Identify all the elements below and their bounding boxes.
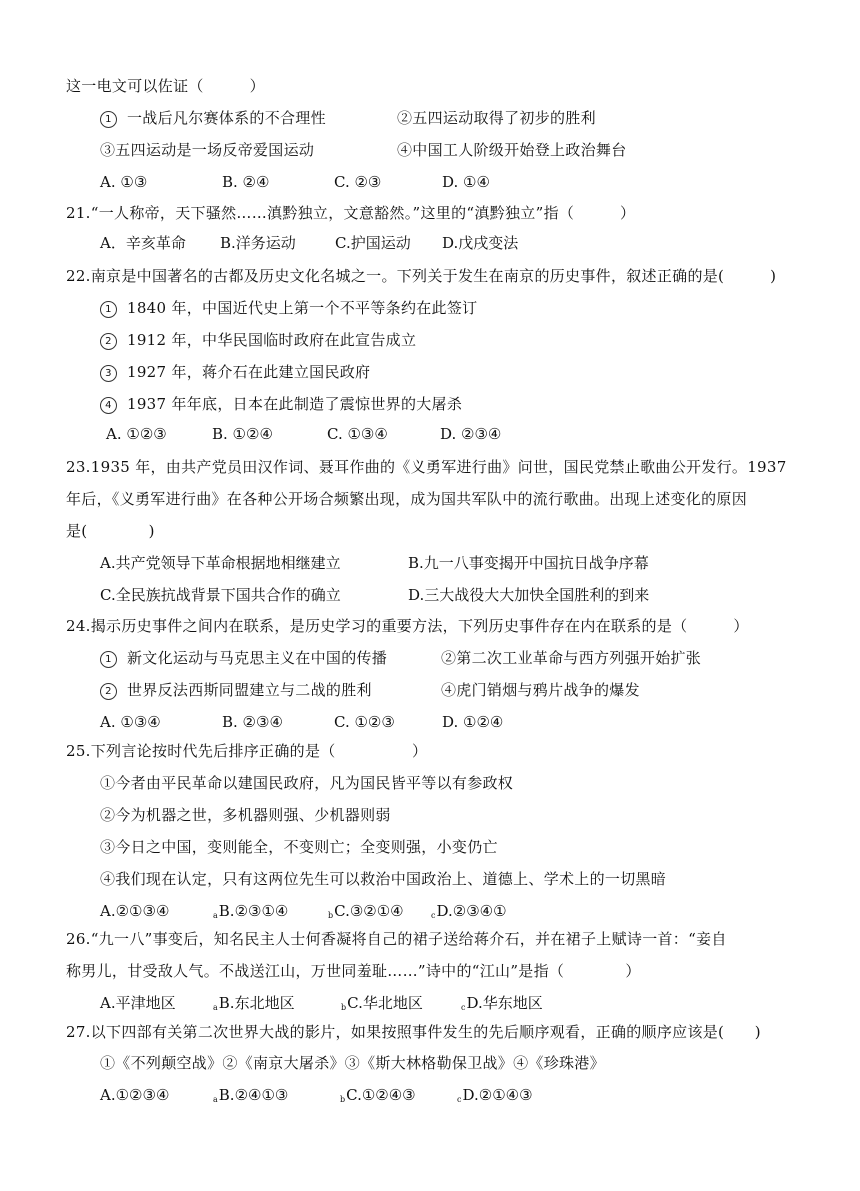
stray-mark: b: [328, 911, 334, 920]
circled-number: 3: [100, 365, 117, 382]
option-text: B.东北地区: [218, 994, 295, 1012]
q25-option-a: A.②①③④: [100, 902, 170, 920]
q22-option-a: A. ①②③: [106, 425, 167, 443]
q21-option-b: B.洋务运动: [220, 234, 296, 252]
q27-items: ①《不列颠空战》②《南京大屠杀》③《斯大林格勒保卫战》④《珍珠港》: [100, 1054, 605, 1072]
circled-number: 1: [100, 651, 117, 668]
q22-option-d: D. ②③④: [440, 425, 502, 443]
q23-option-d: D.三大战役大大加快全国胜利的到来: [408, 586, 650, 604]
stray-mark: a: [213, 911, 218, 920]
q23-option-b: B.九一八事变揭开中国抗日战争序幕: [408, 554, 649, 572]
q23-stem-line-1: 23.1935 年，由共产党员田汉作词、聂耳作曲的《义勇军进行曲》问世，国民党禁止歌曲公开发行。1937: [66, 458, 787, 476]
q23-stem-line-2: 年后，《义勇军进行曲》在各种公开场合频繁出现，成为国共军队中的流行歌曲。出现上述变化的原因: [66, 490, 748, 508]
q27-option-b: [213, 1085, 288, 1110]
q25-option-d: [431, 901, 507, 926]
q22-item-3: [100, 362, 370, 382]
q21-stem: 21.“一人称帝，天下骚然……滇黔独立，文意豁然。”这里的“滇黔独立”指（ ）: [66, 204, 636, 222]
q22-item-1: [100, 298, 477, 318]
q24-statement-4: ④虎门销烟与鸦片战争的爆发: [441, 681, 640, 699]
q24-statement-2: ②第二次工业革命与西方列强开始扩张: [441, 649, 702, 667]
q26-stem-line-1: 26.“九一八”事变后，知名民主人士何香凝将自己的裙子送给蒋介石，并在裙子上赋诗一首：“妾自: [66, 930, 727, 948]
circled-number: 1: [100, 301, 117, 318]
q26-option-a: A.平津地区: [100, 994, 176, 1012]
stray-mark: a: [213, 1003, 218, 1012]
option-text: D.②③④①: [436, 902, 507, 920]
stray-mark: a: [213, 1095, 218, 1104]
q20-tail: 这一电文可以佐证（ ）: [66, 77, 265, 95]
q20-option-a: A. ①③: [100, 173, 148, 191]
q20-statement-1: [100, 108, 326, 128]
circled-number: 2: [100, 683, 117, 700]
q25-stem: 25.下列言论按时代先后排序正确的是（ ）: [66, 742, 428, 760]
q24-option-b: B. ②③④: [222, 713, 283, 731]
statement-text: 新文化运动与马克思主义在中国的传播: [127, 649, 388, 667]
q24-option-c: C. ①②③: [334, 713, 395, 731]
q25-option-b: [213, 901, 288, 926]
option-text: D.华东地区: [466, 994, 543, 1012]
item-text: 1937 年年底，日本在此制造了震惊世界的大屠杀: [127, 395, 463, 413]
q21-option-a: A．辛亥革命: [100, 234, 186, 252]
q22-option-c: C. ①③④: [327, 425, 388, 443]
q27-stem: 27.以下四部有关第二次世界大战的影片，如果按照事件发生的先后顺序观看，正确的顺序应该是( ): [66, 1023, 761, 1041]
option-text: B.②④①③: [218, 1086, 289, 1104]
q20-statement-3: ③五四运动是一场反帝爱国运动: [100, 141, 315, 159]
q27-option-a: A.①②③④: [100, 1086, 170, 1104]
stray-mark: c: [431, 911, 436, 920]
q27-option-c: [340, 1085, 416, 1110]
stray-mark: c: [457, 1095, 462, 1104]
q24-option-d: D. ①②④: [442, 713, 504, 731]
stray-mark: b: [341, 1003, 347, 1012]
circled-number: 1: [100, 111, 117, 128]
q22-item-4: [100, 394, 462, 414]
q25-item-1: ①今者由平民革命以建国民政府，凡为国民皆平等以有参政权: [100, 774, 514, 792]
q27-option-d: [457, 1085, 533, 1110]
item-text: 1912 年，中华民国临时政府在此宣告成立: [127, 331, 417, 349]
q23-option-c: C.全民族抗战背景下国共合作的确立: [100, 586, 341, 604]
q21-option-d: D.戊戌变法: [442, 234, 519, 252]
statement-text: 一战后凡尔赛体系的不合理性: [127, 109, 326, 127]
circled-number: 2: [100, 333, 117, 350]
q26-option-b: [213, 993, 295, 1018]
q25-item-2: ②今为机器之世，多机器则强、少机器则弱: [100, 806, 391, 824]
q20-option-d: D. ①④: [442, 173, 490, 191]
q26-stem-line-2: 称男儿，甘受敌人气。不战送江山，万世同羞耻……”诗中的“江山”是指（ ）: [66, 962, 641, 980]
q22-item-2: [100, 330, 416, 350]
option-text: C.③②①④: [334, 902, 404, 920]
option-text: C.华北地区: [347, 994, 423, 1012]
q25-option-c: [328, 901, 404, 926]
stray-mark: b: [340, 1095, 346, 1104]
q24-stem: 24.揭示历史事件之间内在联系，是历史学习的重要方法，下列历史事件存在内在联系的是（ ）: [66, 617, 749, 635]
q20-option-b: B. ②④: [222, 173, 270, 191]
stray-mark: c: [461, 1003, 466, 1012]
q26-option-d: [461, 993, 543, 1018]
statement-text: 世界反法西斯同盟建立与二战的胜利: [127, 681, 372, 699]
q22-stem: 22.南京是中国著名的古都及历史文化名城之一。下列关于发生在南京的历史事件，叙述正确的是( ): [66, 267, 777, 285]
q26-option-c: [341, 993, 423, 1018]
q24-statement-3: [100, 680, 372, 700]
option-text: B.②③①④: [218, 902, 289, 920]
circled-number: 4: [100, 397, 117, 414]
q23-option-a: A.共产党领导下革命根据地相继建立: [100, 554, 341, 572]
q25-item-4: ④我们现在认定，只有这两位先生可以救治中国政治上、道德上、学术上的一切黑暗: [100, 870, 667, 888]
option-text: C.①②④③: [346, 1086, 416, 1104]
q21-option-c: C.护国运动: [335, 234, 411, 252]
q24-option-a: A. ①③④: [100, 713, 161, 731]
item-text: 1840 年，中国近代史上第一个不平等条约在此签订: [127, 299, 478, 317]
item-text: 1927 年，蒋介石在此建立国民政府: [127, 363, 371, 381]
q20-option-c: C. ②③: [334, 173, 382, 191]
q22-option-b: B. ①②④: [212, 425, 273, 443]
q25-item-3: ③今日之中国，变则能全，不变则亡；全变则强，小变仍亡: [100, 838, 498, 856]
option-text: D.②①④③: [462, 1086, 533, 1104]
q20-statement-4: ④中国工人阶级开始登上政治舞台: [397, 141, 627, 159]
q24-statement-1: [100, 648, 387, 668]
q20-statement-2: ②五四运动取得了初步的胜利: [397, 109, 596, 127]
q23-stem-line-3: 是( ): [66, 522, 155, 540]
